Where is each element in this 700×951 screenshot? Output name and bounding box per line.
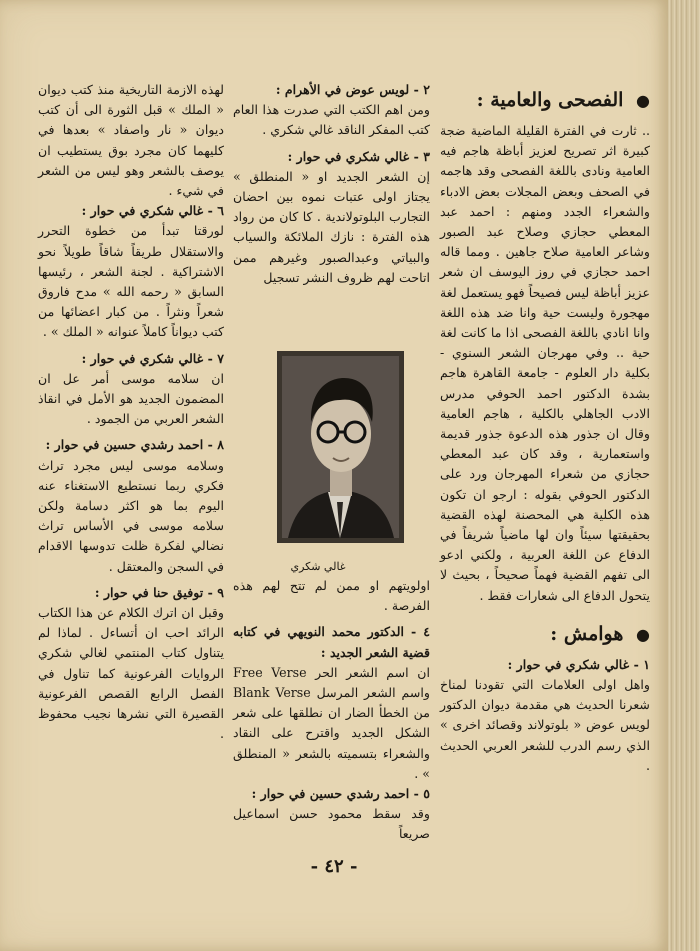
latin-term-verse: Verse — [275, 685, 311, 701]
note-1-title: ١ - غالي شكري في حوار : — [507, 656, 650, 672]
note-1-text: واهل اولى العلامات التي تقودنا لمناخ شعرنا الحديث هي مقدمة ديوان الدكتور لويس عوض « بلوتولاند وقصائد اخرى » الذي رسم الدرب للشعر العربي الحديث . — [440, 677, 650, 773]
heading-text: هوامش : — [550, 622, 624, 645]
article-paragraph: .. ثارت في الفترة القليلة الماضية ضجة كبيرة اثر تصريح لعزيز أباظة هاجم فيه العامية ونادى باللغة الفصحى وقد هاجمه في الصحف وبعض المجلات بعض الادباء والشعراء الجدد ومنهم : احمد عبد المعطي حجازي وصلاح عبد الصبور وشاعر العامية صلاح جاهين . ومما قاله احمد حجازي في روز اليوسف ان شعر عزيز أباظة ليس فصيحاً فهو يستعمل لغة مهجورة وليست حية وانا ضد هذه اللغة وانا انادي باللغة الفصحى اذا ما كانت لغة حية .. وفي مهرجان الشعر السنوي - بكلية دار العلوم - جامعة القاهرة هاجم بشدة الدكتور احمد الحوفي مدرس الادب الجاهلي بالكلية ، هاجم العامية وقال ان جذور هذه الدعوة جذور قديمة واستعمارية ، وقد كان عبد المعطي حجازي من شعراء المهرجان ورد على الدكتور الحوفي بقوله : ارجو ان تكون هذه الكلية هي المحصنة لهذه القضية بحقيقتها سيئاً وان لها ماضياً شريفاً في الدفاع عن اللغة العربية ، ولكني ادعو الى تفهم القضية فهماً صحيحاً ، بحيث لا يتحول الدفاع الى شعارات فقط . — [440, 123, 650, 603]
portrait-photo — [278, 352, 403, 542]
note-3-text: إن الشعر الجديد او « المنطلق » يجتاز اولى عتبات نموه بين احضان التجارب البلوتولاندية . كا كان من رواد هذه الفترة : نازك الملائكة والسياب والبياتي وعبدالصبور وغيرهم ممن اتاحت لهم ظروف النشر تسجيل — [233, 168, 430, 285]
note-7-text: ان سلامه موسى أمر عل ان المضمون الجديد هو الأمل في انقاذ الشعر العربي من الجمود . — [38, 370, 224, 427]
latin-term-free-verse: Free Verse — [233, 664, 307, 680]
note-4-title: ٤ - الدكتور محمد النويهي في كتابه قضية الشعر الجديد : — [233, 624, 430, 660]
note-8-text: وسلامه موسى ليس مجرد تراث فكري ربما نستطيع الاستغناء عنه اليوم بما هو اكثر دسامة ولكن سلامه موسى في الأساس تراث نضالي لفكرة ظلت تدوسها الاقدام في السجن والمعتقل . — [38, 457, 224, 574]
note-9-title: ٩ - توفيق حنا في حوار : — [94, 584, 224, 600]
note-6-text: لورقتا تبدأ من خطوة التحرر والاستقلال طريقاً شاقاً طويلاً نحو الاشتراكية . لجنة الشعر ، رئيسها السابق « رحمه الله » مدح فاروق شعراً ونثراً . من كبار اعضائها من كتب ديواناً كاملاً عنوانه « الملك » . — [38, 223, 224, 340]
note-4-text-b: واسم الشعر المرسل — [316, 685, 430, 701]
heading-text: الفصحى والعامية : — [476, 89, 624, 111]
page-number: - ٤٢ - — [310, 856, 358, 877]
section-heading-notes — [440, 620, 650, 649]
photo-caption: غالي شكري — [290, 560, 346, 573]
note-3-title: ٣ - غالي شكري في حوار : — [287, 148, 430, 164]
note-4-text-c: من الخطأ الضار ان نطلقها على شعر الشكل الجديد واقترح على النقاد والشعراء بتسميته بالشعر « المنطلق » . — [233, 705, 430, 781]
note-6-title: ٦ - غالي شكري في حوار : — [81, 203, 224, 219]
column-middle — [233, 80, 430, 288]
page-stack-edge — [668, 0, 700, 951]
bullet-icon: ● — [636, 624, 650, 644]
note-4-text-a: ان اسم الشعر الحر — [315, 664, 430, 680]
note-5-text: وقد سقط محمود حسن اسماعيل صريعاً — [233, 806, 430, 842]
note-3-continued: اولويتهم او ممن لم تتح لهم هذه الفرصة . — [233, 578, 430, 614]
note-2-text: ومن اهم الكتب التي صدرت هذا العام كتب المفكر الناقد غالي شكري . — [233, 102, 430, 138]
latin-term-blank: Blank — [233, 685, 270, 701]
note-9-text: وقبل ان اترك الكلام عن هذا الكتاب الرائد احب ان أتساءل . لماذا لم يتناول كتاب المنتمي لغالي شكري الروايات الفرعونية كما تناول في الفصل الرابع القصص الفرعونية القصيرة التي نشرها نجيب محفوظ . — [38, 605, 224, 742]
column-left-intro: لهذه الازمة التاريخية منذ كتب ديوان « الملك » قبل الثورة الى أن كتب ديوان « نار واصفاد » بعدها في كليهما كان مجرد بوق يستطيب ان يوصف بالشعر وهو ليس من الشعر في شيء . — [38, 82, 224, 199]
column-right — [440, 86, 650, 776]
portrait-image — [278, 352, 403, 542]
bullet-icon: ● — [636, 91, 650, 110]
column-left — [38, 80, 224, 745]
note-4-text — [233, 663, 430, 784]
section-heading-fusha — [440, 86, 650, 115]
note-2-title: ٢ - لويس عوض في الأهرام : — [275, 82, 430, 97]
note-7-title: ٧ - غالي شكري في حوار : — [81, 350, 224, 366]
note-5-title: ٥ - احمد رشدي حسين في حوار : — [251, 786, 430, 802]
column-middle-lower — [233, 576, 430, 845]
note-8-title: ٨ - احمد رشدي حسين في حوار : — [45, 437, 224, 453]
